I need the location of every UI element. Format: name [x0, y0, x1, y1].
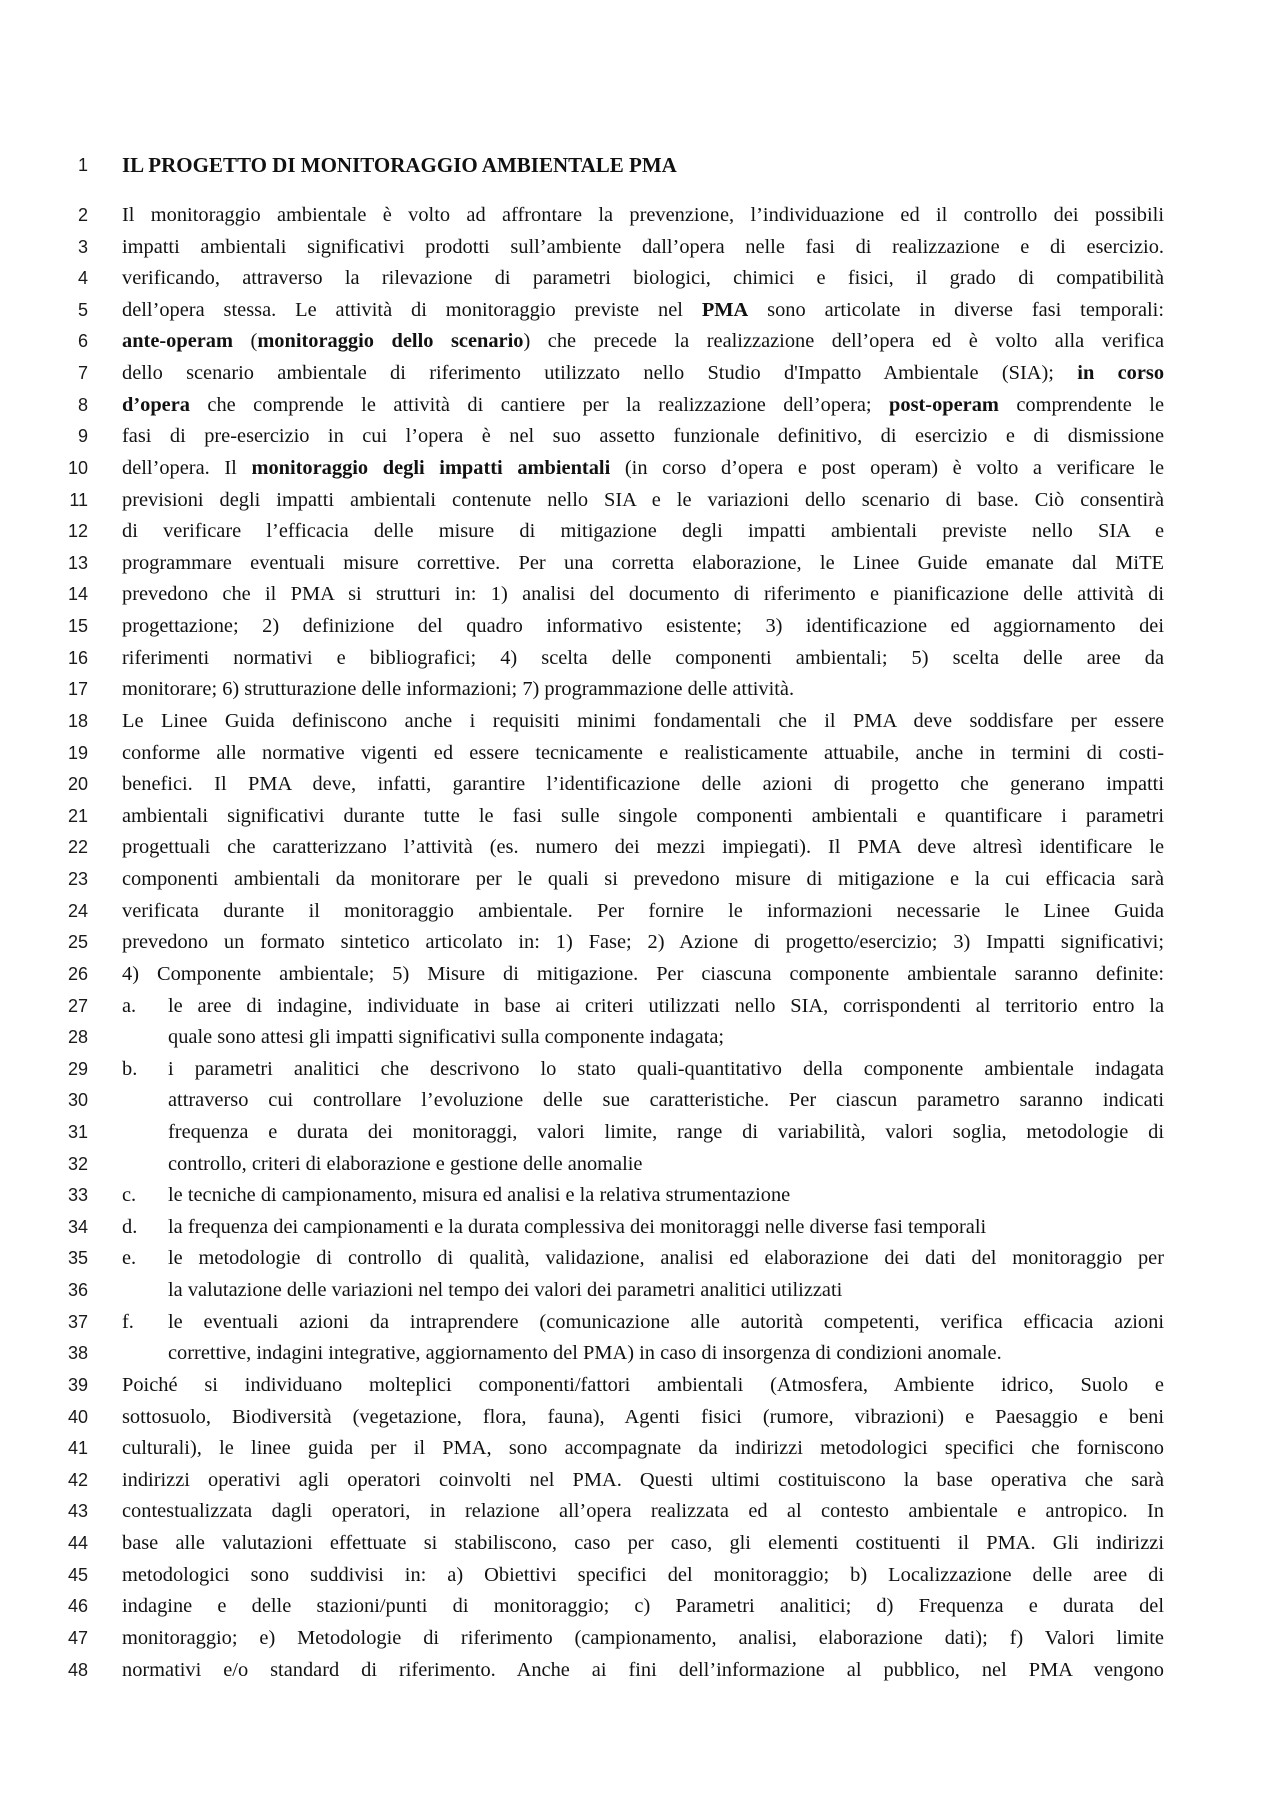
line-text — [122, 579, 1164, 610]
document-line — [0, 1370, 1280, 1401]
bold-run: ante-operam — [122, 330, 233, 353]
document-line — [0, 1496, 1280, 1527]
line-text — [122, 1591, 1164, 1622]
text-run: che comprende le attività di cantiere per la realizzazione dell’opera; — [189, 393, 890, 416]
document-line — [0, 390, 1280, 421]
line-number: 31 — [67, 1121, 88, 1142]
bold-run: monitoraggio degli impatti ambientali — [251, 456, 611, 479]
text-run: normativi e/o standard di riferimento. Anche ai fini dell’informazione al pubblico, nel PMA vengono — [122, 1658, 1164, 1681]
page-title — [122, 150, 1164, 181]
line-text — [122, 927, 1164, 958]
text-run: dell’opera stessa. Le attività di monitoraggio previste nel — [122, 298, 702, 321]
document-line — [0, 1243, 1280, 1274]
document-line — [0, 453, 1280, 484]
line-text — [122, 548, 1164, 579]
document-line — [0, 421, 1280, 452]
line-number: 23 — [67, 869, 88, 890]
document-line — [0, 674, 1280, 705]
line-number: 38 — [67, 1343, 88, 1364]
document-line — [0, 1655, 1280, 1686]
text-run: dell’opera. Il — [122, 456, 252, 479]
line-text — [168, 1054, 1164, 1085]
text-run: attraverso cui controllare l’evoluzione delle sue caratteristiche. Per ciascun parametro saranno indicati — [168, 1089, 1164, 1112]
document-line — [0, 611, 1280, 642]
list-marker: b. — [122, 1057, 138, 1080]
line-text — [122, 200, 1164, 231]
text-run: la valutazione delle variazioni nel tempo dei valori dei parametri analitici utilizzati — [168, 1279, 843, 1302]
line-number: 47 — [67, 1627, 88, 1648]
document-line — [0, 1180, 1280, 1211]
text-run: di verificare l’efficacia delle misure di mitigazione degli impatti ambientali previste nello SIA e — [122, 520, 1164, 543]
text-run: verificata durante il monitoraggio ambientale. Per fornire le informazioni necessarie le Linee Guida — [122, 899, 1164, 922]
line-text — [122, 769, 1164, 800]
line-text — [122, 1370, 1164, 1401]
text-run: 4) Componente ambientale; 5) Misure di mitigazione. Per ciascuna componente ambientale saranno definite: — [122, 962, 1164, 985]
text-run: sottosuolo, Biodiversità (vegetazione, flora, fauna), Agenti fisici (rumore, vibrazioni) e Paesaggio e beni — [122, 1405, 1164, 1428]
line-text — [122, 421, 1164, 452]
line-text — [122, 674, 1164, 705]
text-run: previsioni degli impatti ambientali contenute nello SIA e le variazioni dello scenario di base. Ciò consentirà — [122, 488, 1164, 511]
line-text — [168, 1149, 1164, 1180]
line-number: 33 — [67, 1185, 88, 1206]
line-number: 48 — [67, 1659, 88, 1680]
bold-run: IL PROGETTO DI MONITORAGGIO AMBIENTALE PMA — [122, 153, 677, 177]
line-text — [122, 1465, 1164, 1496]
text-run: ambientali significativi durante tutte le fasi sulle singole componenti ambientali e quantificare i parametri — [122, 804, 1164, 827]
document-line — [0, 358, 1280, 389]
line-text — [122, 516, 1164, 547]
document-line — [0, 643, 1280, 674]
document-line — [0, 150, 1280, 181]
line-number: 20 — [67, 774, 88, 795]
text-run: le metodologie di controllo di qualità, validazione, analisi ed elaborazione dei dati del monitoraggio per — [168, 1247, 1164, 1270]
line-text — [122, 864, 1164, 895]
list-marker: a. — [122, 994, 137, 1017]
line-text — [122, 390, 1164, 421]
text-run: conforme alle normative vigenti ed essere tecnicamente e realisticamente attuabile, anche in termini di costi- — [122, 741, 1164, 764]
line-number: 32 — [67, 1153, 88, 1174]
document-line — [0, 1212, 1280, 1243]
line-number: 26 — [67, 963, 88, 984]
line-number: 5 — [77, 299, 88, 320]
document-line — [0, 864, 1280, 895]
line-text — [168, 1243, 1164, 1274]
text-run: sono articolate in diverse fasi temporali: — [748, 298, 1164, 321]
document-line — [0, 801, 1280, 832]
text-run: dello scenario ambientale di riferimento utilizzato nello Studio d'Impatto Ambientale (SIA); — [122, 362, 1078, 385]
document-line — [0, 1117, 1280, 1148]
line-text — [122, 358, 1164, 389]
document-line — [0, 1275, 1280, 1306]
document-line — [0, 927, 1280, 958]
list-marker: f. — [122, 1310, 134, 1333]
line-number: 45 — [67, 1564, 88, 1585]
line-text — [122, 832, 1164, 863]
bold-run: d’opera — [122, 393, 190, 416]
bold-run: monitoraggio dello scenario — [257, 330, 524, 353]
line-text — [168, 1085, 1164, 1116]
document-line — [0, 579, 1280, 610]
text-run: Il monitoraggio ambientale è volto ad affrontare la prevenzione, l’individuazione ed il controllo dei possibili — [122, 204, 1164, 226]
line-number: 25 — [67, 932, 88, 953]
document-line — [0, 1402, 1280, 1433]
list-marker: e. — [122, 1247, 137, 1270]
line-number: 44 — [67, 1533, 88, 1554]
text-run: frequenza e durata dei monitoraggi, valori limite, range di variabilità, valori soglia, metodologie di — [168, 1120, 1164, 1143]
line-text — [122, 232, 1164, 263]
line-number: 11 — [69, 489, 88, 510]
line-number: 6 — [77, 331, 88, 352]
document-line — [0, 1149, 1280, 1180]
text-run: comprendente le — [998, 393, 1164, 416]
document-line — [0, 832, 1280, 863]
line-text — [168, 1212, 1164, 1243]
text-run: le tecniche di campionamento, misura ed analisi e la relativa strumentazione — [168, 1184, 791, 1207]
text-run: impatti ambientali significativi prodotti sull’ambiente dall’opera nelle fasi di realizzazione e di esercizio. — [122, 235, 1164, 258]
text-run: base alle valutazioni effettuate si stabiliscono, caso per caso, gli elementi costituenti il PMA. Gli indirizzi — [122, 1532, 1164, 1555]
line-text — [122, 263, 1164, 294]
line-number: 4 — [77, 268, 88, 289]
line-number: 24 — [67, 900, 88, 921]
text-run: ) che precede la realizzazione dell’opera ed è volto alla verifica — [523, 330, 1164, 353]
line-number: 34 — [67, 1216, 88, 1237]
text-run: indirizzi operativi agli operatori coinvolti nel PMA. Questi ultimi costituiscono la base operativa che sarà — [122, 1468, 1164, 1491]
line-text — [122, 706, 1164, 737]
line-number: 40 — [67, 1406, 88, 1427]
bold-run: PMA — [701, 298, 749, 321]
text-run: prevedono un formato sintetico articolato in: 1) Fase; 2) Azione di progetto/esercizio; 3) Impatti significativi; — [122, 931, 1164, 954]
text-run: verificando, attraverso la rilevazione di parametri biologici, chimici e fisici, il grado di compatibilità — [122, 267, 1164, 290]
document-line — [0, 295, 1280, 326]
text-run: riferimenti normativi e bibliografici; 4) scelta delle componenti ambientali; 5) scelta delle aree da — [122, 646, 1164, 669]
line-text — [122, 1560, 1164, 1591]
line-number: 7 — [77, 363, 88, 384]
line-text — [168, 1275, 1164, 1306]
document-line — [0, 1022, 1280, 1053]
document-line — [0, 991, 1280, 1022]
line-number: 17 — [67, 679, 88, 700]
list-marker: c. — [122, 1184, 137, 1207]
document-line — [0, 200, 1280, 231]
line-text — [122, 485, 1164, 516]
line-number: 36 — [67, 1280, 88, 1301]
line-text — [122, 643, 1164, 674]
line-number: 1 — [77, 155, 88, 175]
document-line — [0, 548, 1280, 579]
text-run: benefici. Il PMA deve, infatti, garantire l’identificazione delle azioni di progetto che generano impatti — [122, 773, 1164, 796]
line-text — [122, 611, 1164, 642]
document-line — [0, 706, 1280, 737]
text-run: i parametri analitici che descrivono lo stato quali-quantitativo della componente ambientale indagata — [168, 1057, 1164, 1080]
line-number: 30 — [67, 1090, 88, 1111]
document-line — [0, 232, 1280, 263]
document-line — [0, 1307, 1280, 1338]
line-number: 27 — [67, 995, 88, 1016]
text-run: ( — [232, 330, 258, 353]
text-run: controllo, criteri di elaborazione e gestione delle anomalie — [168, 1152, 643, 1175]
text-run: la frequenza dei campionamenti e la durata complessiva dei monitoraggi nelle diverse fasi temporali — [168, 1215, 987, 1238]
line-number: 12 — [67, 521, 88, 542]
document-line — [0, 1085, 1280, 1116]
line-number: 28 — [67, 1027, 88, 1048]
text-run: culturali), le linee guida per il PMA, sono accompagnate da indirizzi metodologici specifici che forniscono — [122, 1437, 1164, 1460]
line-number: 13 — [67, 552, 88, 573]
line-number: 19 — [67, 742, 88, 763]
line-text — [122, 295, 1164, 326]
document-line — [0, 1591, 1280, 1622]
line-number: 15 — [67, 616, 88, 637]
text-run: le aree di indagine, individuate in base ai criteri utilizzati nello SIA, corrispondenti al territorio entro la — [168, 994, 1164, 1017]
line-text — [122, 896, 1164, 927]
line-number: 41 — [67, 1438, 88, 1459]
document-line — [0, 959, 1280, 990]
document-line — [0, 1623, 1280, 1654]
line-text — [168, 991, 1164, 1022]
document-line — [0, 738, 1280, 769]
line-text — [122, 1402, 1164, 1433]
line-text — [168, 1338, 1164, 1369]
text-run: correttive, indagini integrative, aggiornamento del PMA) in caso di insorgenza di condizioni anomale. — [168, 1342, 1002, 1365]
text-run: metodologici sono suddivisi in: a) Obiettivi specifici del monitoraggio; b) Localizzazione delle aree di — [122, 1563, 1164, 1586]
line-number: 18 — [67, 710, 88, 731]
line-number: 8 — [77, 394, 88, 415]
line-text — [122, 326, 1164, 357]
text-run: le eventuali azioni da intraprendere (comunicazione alle autorità competenti, verifica efficacia azioni — [168, 1310, 1164, 1333]
document-line — [0, 896, 1280, 927]
line-text — [122, 738, 1164, 769]
text-run: programmare eventuali misure correttive. Per una corretta elaborazione, le Linee Guide emanate dal MiTE — [122, 551, 1164, 574]
bold-run: in corso — [1077, 362, 1164, 385]
line-number: 3 — [77, 236, 88, 257]
line-number: 29 — [67, 1058, 88, 1079]
text-run: Le Linee Guida definiscono anche i requisiti minimi fondamentali che il PMA deve soddisfare per essere — [122, 709, 1164, 732]
bold-run: post-operam — [889, 393, 999, 416]
line-number: 22 — [67, 837, 88, 858]
line-text — [168, 1307, 1164, 1338]
document-line — [0, 1338, 1280, 1369]
line-number: 9 — [77, 426, 88, 447]
document-line — [0, 1560, 1280, 1591]
document-line — [0, 516, 1280, 547]
line-number: 35 — [67, 1248, 88, 1269]
document-line — [0, 263, 1280, 294]
document-line — [0, 1433, 1280, 1464]
document-line — [0, 485, 1280, 516]
line-text — [168, 1180, 1164, 1211]
text-run: indagine e delle stazioni/punti di monitoraggio; c) Parametri analitici; d) Frequenza e durata del — [122, 1595, 1164, 1618]
line-number: 43 — [67, 1501, 88, 1522]
line-number: 37 — [67, 1311, 88, 1332]
line-number: 21 — [67, 805, 88, 826]
line-text — [122, 1623, 1164, 1654]
text-run: (in corso d’opera e post operam) è volto a verificare le — [610, 456, 1164, 479]
text-run: prevedono che il PMA si strutturi in: 1) analisi del documento di riferimento e pianificazione delle attività di — [122, 583, 1164, 606]
line-number: 42 — [67, 1469, 88, 1490]
text-run: quale sono attesi gli impatti significativi sulla componente indagata; — [168, 1026, 725, 1049]
line-number: 16 — [67, 647, 88, 668]
line-number: 14 — [67, 584, 88, 605]
text-run: fasi di pre-esercizio in cui l’opera è nel suo assetto funzionale definitivo, di esercizio e di dismissione — [122, 425, 1164, 448]
document-line — [0, 326, 1280, 357]
line-text — [122, 1528, 1164, 1559]
line-text — [168, 1022, 1164, 1053]
text-run: progettazione; 2) definizione del quadro informativo esistente; 3) identificazione ed aggiornamento dei — [122, 615, 1164, 638]
line-number: 10 — [67, 457, 88, 478]
line-number: 39 — [67, 1374, 88, 1395]
document-line — [0, 1465, 1280, 1496]
text-run: contestualizzata dagli operatori, in relazione all’opera realizzata ed al contesto ambientale e antropico. In — [122, 1500, 1164, 1523]
document-line — [0, 1054, 1280, 1085]
text-run: monitoraggio; e) Metodologie di riferimento (campionamento, analisi, elaborazione dati); f) Valori limite — [122, 1626, 1164, 1649]
line-text — [122, 453, 1164, 484]
line-text — [122, 959, 1164, 990]
document-line — [0, 769, 1280, 800]
line-text — [122, 801, 1164, 832]
text-run: componenti ambientali da monitorare per le quali si prevedono misure di mitigazione e la cui efficacia sarà — [122, 868, 1164, 891]
text-run: Poiché si individuano molteplici componenti/fattori ambientali (Atmosfera, Ambiente idrico, Suolo e — [122, 1373, 1164, 1396]
document-line — [0, 1528, 1280, 1559]
line-text — [122, 1655, 1164, 1686]
line-number: 46 — [67, 1596, 88, 1617]
line-text — [122, 1433, 1164, 1464]
text-run: monitorare; 6) strutturazione delle informazioni; 7) programmazione delle attività. — [122, 678, 795, 701]
line-text — [168, 1117, 1164, 1148]
list-marker: d. — [122, 1215, 138, 1238]
text-run: progettuali che caratterizzano l’attività (es. numero dei mezzi impiegati). Il PMA deve altresì identificare le — [122, 836, 1164, 859]
line-text — [122, 1496, 1164, 1527]
line-number: 2 — [77, 205, 88, 225]
